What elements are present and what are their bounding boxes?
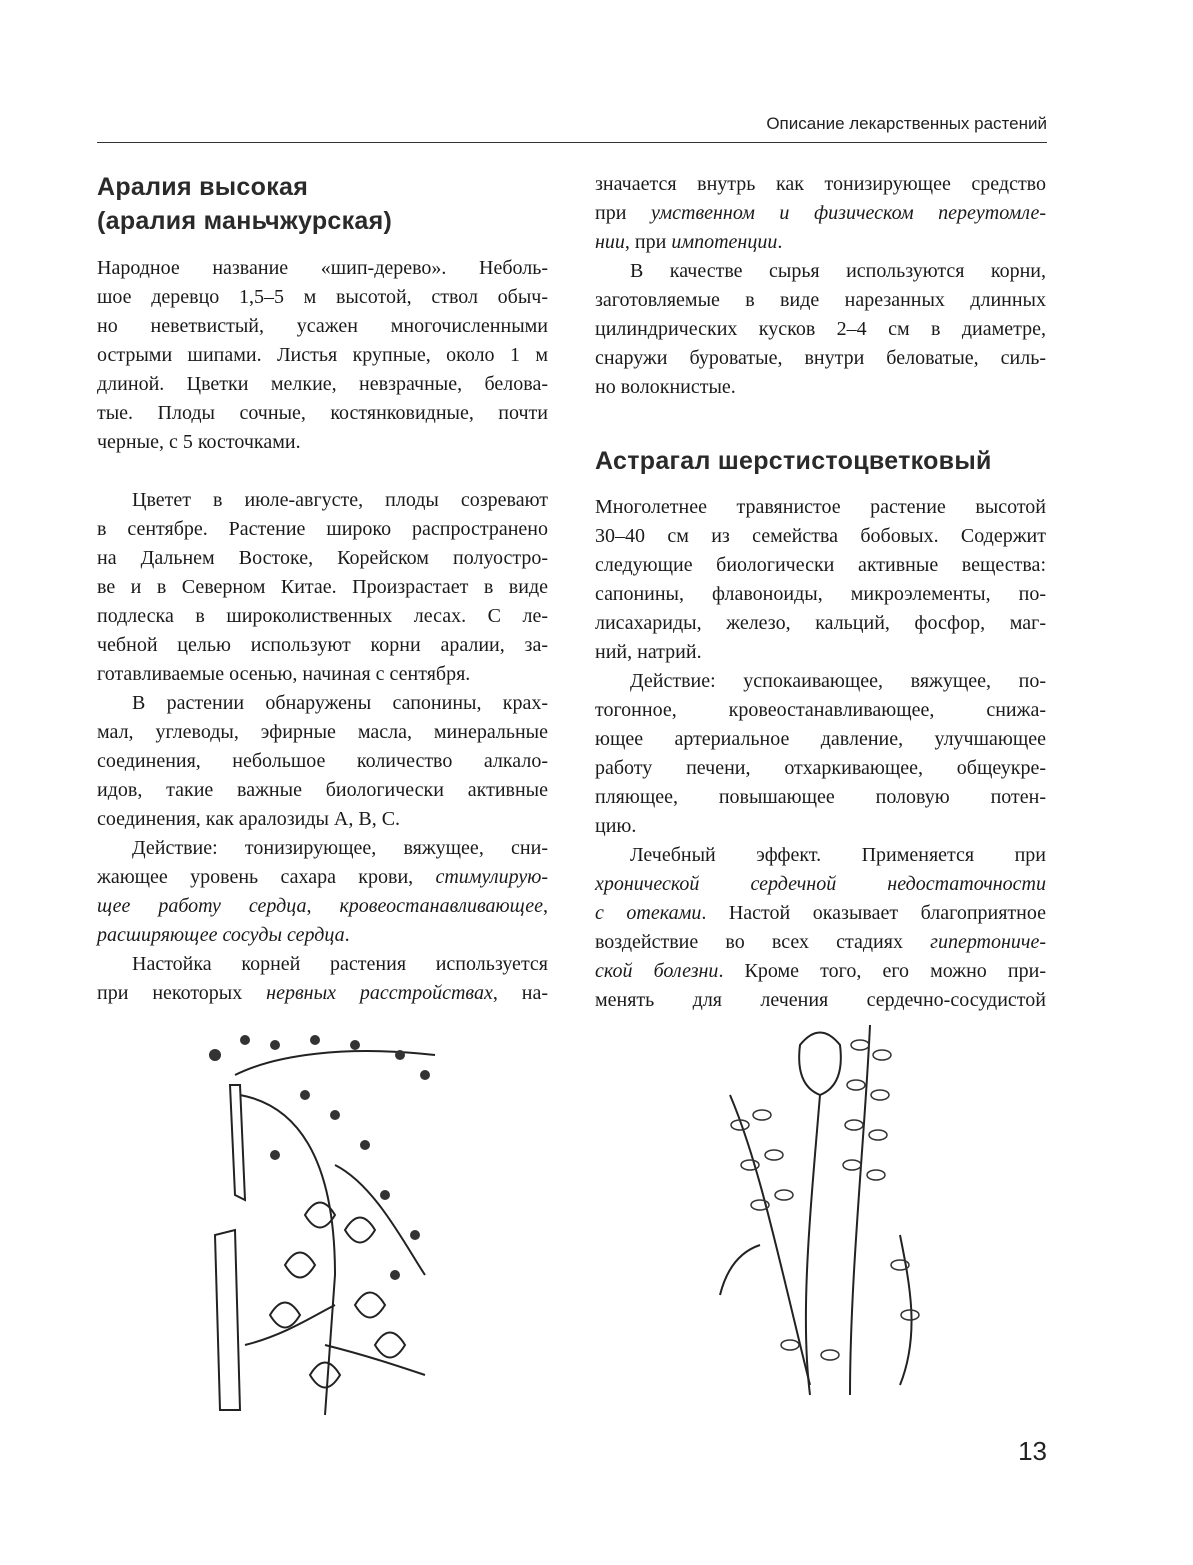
paragraph bbox=[595, 667, 1046, 841]
text-line bbox=[97, 892, 548, 921]
paragraph-gap bbox=[97, 457, 548, 486]
text-segment: , bbox=[543, 895, 548, 917]
text-line: тогонное, кровеостанавливающее, снижа- bbox=[595, 699, 1046, 721]
text-line: Народное название «шип-дерево». Неболь- bbox=[97, 257, 548, 279]
text-line: соединения, как аралозиды А, В, С. bbox=[97, 808, 401, 830]
astragalus-illustration bbox=[700, 1015, 950, 1410]
article-heading-astragalus: Астрагал шерстистоцветковый bbox=[595, 447, 992, 475]
text-segment: воздействие во всех стадиях bbox=[595, 931, 931, 953]
text-segment: . Кроме того, его можно при- bbox=[718, 960, 1046, 982]
text-line: следующие биологически активные вещества: bbox=[595, 554, 1046, 576]
heading-line: (аралия маньчжурская) bbox=[97, 207, 393, 235]
text-segment: , bbox=[306, 895, 340, 917]
text-line bbox=[595, 928, 1046, 957]
paragraph bbox=[595, 257, 1046, 402]
italic-emphasis: умственном и физическом переутомле- bbox=[650, 202, 1047, 224]
text-line: Многолетнее травянистое растение высотой bbox=[595, 496, 1046, 518]
text-line: лисахариды, железо, кальций, фосфор, маг- bbox=[595, 612, 1046, 634]
text-segment: . Настой оказывает благоприятное bbox=[701, 902, 1046, 924]
italic-emphasis: гипертониче- bbox=[930, 931, 1046, 953]
text-line: чебной целью используют корни аралии, за- bbox=[97, 634, 548, 656]
text-line bbox=[97, 863, 548, 892]
text-line: значается внутрь как тонизирующее средство bbox=[595, 173, 1046, 195]
text-segment: при bbox=[595, 202, 651, 224]
text-line: В качестве сырья используются корни, bbox=[630, 260, 1046, 282]
text-line: сапонины, флавоноиды, микроэлементы, по- bbox=[595, 583, 1046, 605]
text-line: длиной. Цветки мелкие, невзрачные, белова- bbox=[97, 373, 548, 395]
text-line bbox=[595, 228, 1046, 257]
text-segment: . bbox=[344, 924, 350, 946]
aralia-text bbox=[97, 254, 548, 1008]
text-line: черные, с 5 косточками. bbox=[97, 431, 301, 453]
text-line: на Дальнем Востоке, Корейском полуостро- bbox=[97, 547, 548, 569]
text-segment: . bbox=[777, 231, 783, 253]
text-line: снаружи буроватые, внутри беловатые, силь- bbox=[595, 347, 1046, 369]
text-line: готавливаемые осенью, начиная с сентября. bbox=[97, 663, 471, 685]
heading-line: Аралия высокая bbox=[97, 173, 309, 201]
text-line: ве и в Северном Китае. Произрастает в виде bbox=[97, 576, 548, 598]
right-column bbox=[595, 170, 1046, 1015]
text-line: Лечебный эффект. Применяется при bbox=[630, 844, 1046, 866]
paragraph bbox=[97, 689, 548, 834]
paragraph bbox=[595, 841, 1046, 1015]
text-line: Цветет в июле-августе, плоды созревают bbox=[132, 489, 548, 511]
paragraph bbox=[595, 170, 1046, 257]
left-column bbox=[97, 170, 548, 1008]
text-line: работу печени, отхаркивающее, общеукре- bbox=[595, 757, 1046, 779]
text-line: 30–40 см из семейства бобовых. Содержит bbox=[595, 525, 1046, 547]
paragraph bbox=[97, 254, 548, 457]
text-line: цию. bbox=[595, 815, 637, 837]
paragraph bbox=[97, 834, 548, 950]
page-number: 13 bbox=[1018, 1436, 1047, 1466]
text-line: но волокнистые. bbox=[595, 376, 736, 398]
header-rule bbox=[97, 142, 1047, 143]
text-line bbox=[97, 921, 548, 950]
paragraph bbox=[97, 950, 548, 1008]
text-line: Настойка корней растения используется bbox=[132, 953, 548, 975]
text-line: но неветвистый, усажен многочисленными bbox=[97, 315, 548, 337]
italic-emphasis: нервных расстройствах bbox=[266, 982, 493, 1004]
italic-emphasis: хронической сердечной недостаточности bbox=[595, 873, 1046, 895]
italic-emphasis: нии bbox=[595, 231, 625, 253]
text-segment: жающее уровень сахара крови, bbox=[97, 866, 436, 888]
text-segment: при некоторых bbox=[97, 982, 267, 1004]
italic-emphasis: кровеостанавливающее bbox=[339, 895, 543, 917]
italic-emphasis: импотенции bbox=[671, 231, 778, 253]
italic-emphasis: с отеками bbox=[595, 902, 702, 924]
text-line: заготовляемые в виде нарезанных длинных bbox=[595, 289, 1046, 311]
text-line: менять для лечения сердечно-сосудистой bbox=[595, 989, 1046, 1011]
text-line: острыми шипами. Листья крупные, около 1 м bbox=[97, 344, 548, 366]
text-line: идов, такие важные биологически активные bbox=[97, 779, 548, 801]
text-line: ний, натрий. bbox=[595, 641, 702, 663]
text-segment: , при bbox=[624, 231, 672, 253]
text-line: подлеска в широколиственных лесах. С ле- bbox=[97, 605, 548, 627]
italic-emphasis: ской болезни bbox=[595, 960, 719, 982]
italic-emphasis: стимулирую- bbox=[435, 866, 548, 888]
text-line bbox=[595, 870, 1046, 899]
text-line bbox=[595, 199, 1046, 228]
text-line bbox=[595, 899, 1046, 928]
text-line: пляющее, повышающее половую потен- bbox=[595, 786, 1046, 808]
text-line: Действие: тонизирующее, вяжущее, сни- bbox=[132, 837, 548, 859]
text-line: шое деревцо 1,5–5 м высотой, ствол обыч- bbox=[97, 286, 548, 308]
text-line: Действие: успокаивающее, вяжущее, по- bbox=[630, 670, 1046, 692]
text-line: мал, углеводы, эфирные масла, минеральные bbox=[97, 721, 548, 743]
text-segment: , на- bbox=[492, 982, 549, 1004]
text-line: ющее артериальное давление, улучшающее bbox=[595, 728, 1046, 750]
paragraph bbox=[595, 493, 1046, 667]
article-heading-aralia bbox=[97, 170, 548, 238]
text-line: В растении обнаружены сапонины, крах- bbox=[132, 692, 548, 714]
astragalus-text bbox=[595, 493, 1046, 1015]
text-line: в сентябре. Растение широко распространено bbox=[97, 518, 548, 540]
text-line: тые. Плоды сочные, костянковидные, почти bbox=[97, 402, 548, 424]
paragraph bbox=[97, 486, 548, 689]
text-line bbox=[595, 957, 1046, 986]
running-head: Описание лекарственных растений bbox=[766, 114, 1047, 133]
italic-emphasis: расширяющее сосуды сердца bbox=[97, 924, 345, 946]
aralia-illustration bbox=[185, 1015, 455, 1425]
aralia-text-continued bbox=[595, 170, 1046, 402]
italic-emphasis: щее работу сердца bbox=[97, 895, 307, 917]
text-line: соединения, небольшое количество алкало- bbox=[97, 750, 548, 772]
text-line: цилиндрических кусков 2–4 см в диаметре, bbox=[595, 318, 1046, 340]
text-line bbox=[97, 979, 548, 1008]
